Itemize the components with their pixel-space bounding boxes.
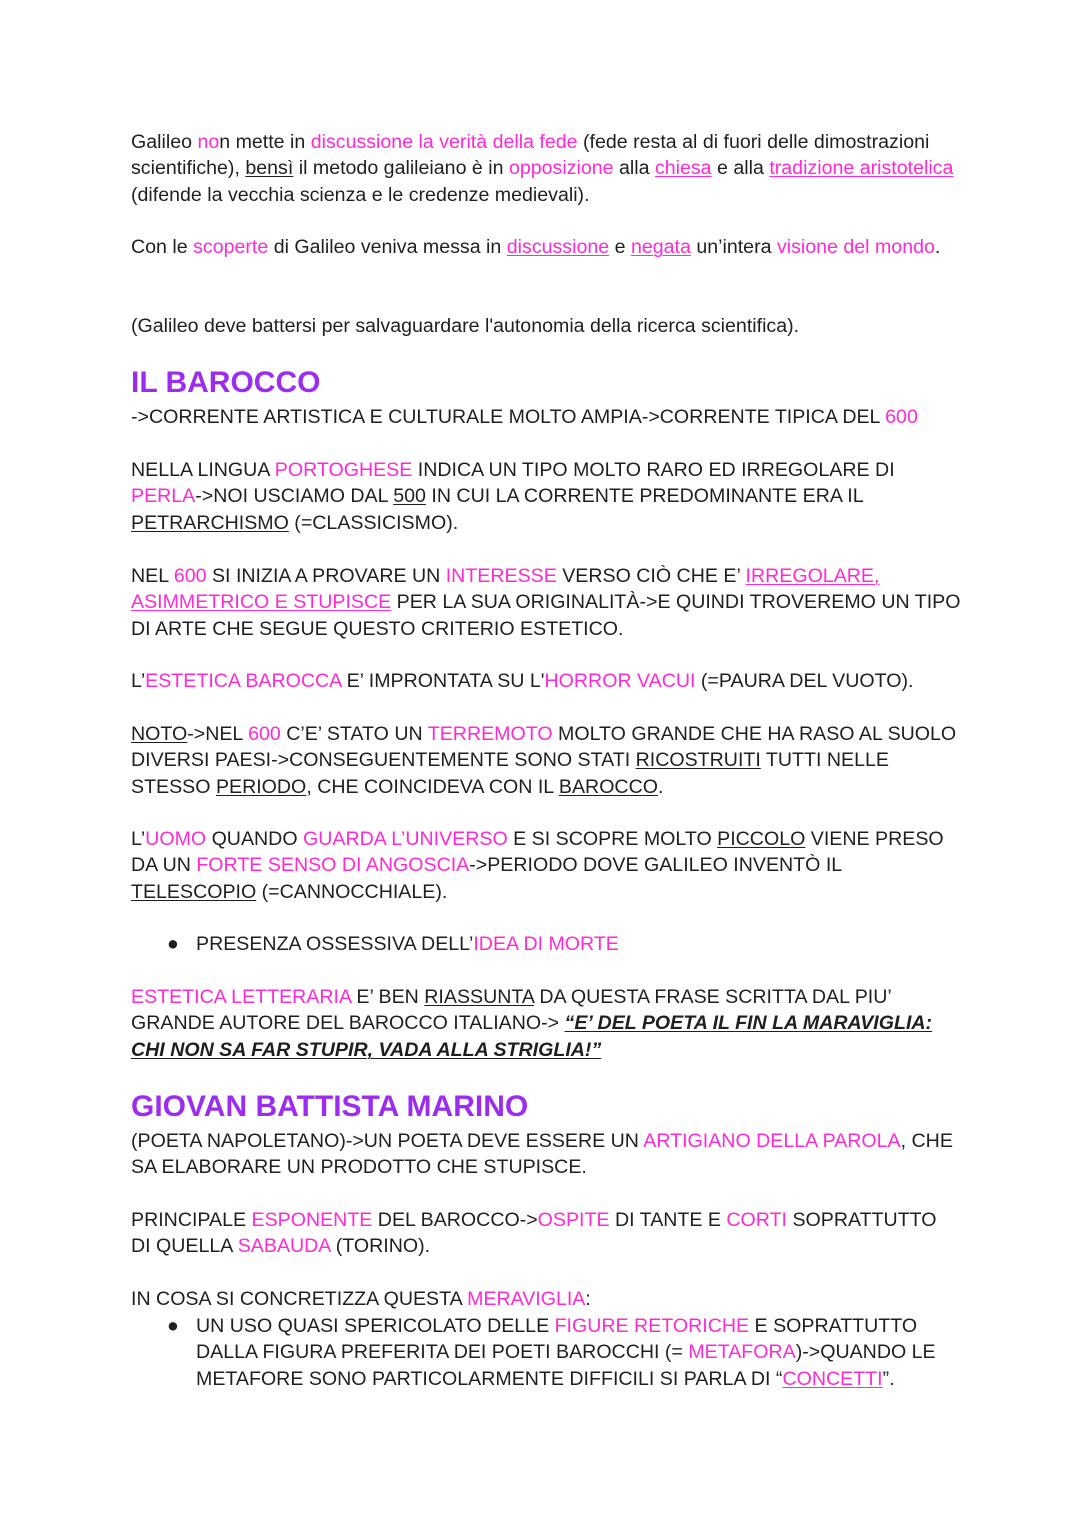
highlight: 600	[248, 723, 281, 745]
text: NEL	[131, 565, 174, 587]
text: (difende la vecchia scienza e le credenze medievali).	[131, 183, 590, 206]
text: un’intera	[690, 236, 777, 258]
text: , CHE SA ELABORARE UN PRODOTTO CHE STUPISCE.	[131, 1130, 953, 1179]
text: (=PAURA DEL VUOTO).	[695, 670, 914, 692]
highlight-underlined: chiesa	[654, 157, 712, 180]
paragraph-meraviglia	[131, 1286, 961, 1312]
highlight: opposizione	[508, 157, 614, 180]
list-item-figure-retoriche	[131, 1313, 961, 1392]
text: (=CANNOCCHIALE).	[256, 880, 448, 903]
underlined-text: PERIODO	[215, 775, 307, 798]
text: DEL BAROCCO->	[372, 1209, 538, 1231]
highlight: GUARDA L’UNIVERSO	[303, 828, 508, 850]
underlined-text: PETRARCHISMO	[131, 511, 289, 534]
text: ->PERIODO DOVE GALILEO INVENTÒ IL	[469, 854, 842, 877]
text: SI INIZIA A PROVARE UN	[206, 565, 446, 587]
bullet-icon: ●	[167, 933, 179, 955]
highlight: no	[197, 131, 220, 153]
text: VIENE PRESO DA UN	[131, 828, 944, 877]
text: n mette in	[219, 131, 311, 153]
highlight: FORTE SENSO DI ANGOSCIA	[196, 854, 470, 877]
text: (TORINO).	[330, 1235, 431, 1258]
paragraph-estetica-letteraria	[131, 984, 961, 1063]
paragraph-scoperte	[131, 234, 961, 260]
text: il metodo galileiano è in	[293, 157, 509, 180]
highlight: OSPITE	[537, 1209, 610, 1231]
highlight: SABAUDA	[237, 1235, 331, 1258]
paragraph-corrente	[131, 404, 961, 430]
paragraph-esponente	[131, 1207, 961, 1260]
text: DA QUESTA FRASE SCRITTA DAL PIU’ GRANDE AUTORE DEL BAROCCO ITALIANO->	[131, 986, 892, 1035]
highlight: HORROR VACUI	[544, 670, 696, 692]
paragraph-interesse	[131, 563, 961, 642]
highlight: scoperte	[193, 236, 269, 258]
paragraph-poeta	[131, 1128, 961, 1181]
highlight: PORTOGHESE	[274, 459, 413, 481]
highlight: visione del mondo	[776, 236, 935, 258]
highlight: INTERESSE	[445, 565, 557, 587]
text: MOLTO GRANDE CHE HA RASO AL SUOLO DIVERSI PAESI->CONSEGUENTEMENTE SONO STATI	[131, 723, 957, 772]
text: PRINCIPALE	[131, 1209, 252, 1231]
list-item-text	[196, 931, 961, 957]
paragraph-terremoto	[131, 721, 961, 800]
highlight: 600	[173, 565, 207, 587]
text: INDICA UN TIPO MOLTO RARO ED IRREGOLARE DI	[412, 459, 895, 481]
highlight: PERLA	[131, 485, 196, 508]
text: L’	[131, 670, 146, 692]
highlight: UOMO	[145, 828, 207, 850]
list-item-text	[196, 1313, 961, 1392]
text: E SOPRATTUTTO DALLA FIGURA PREFERITA DEI POETI BAROCCHI (=	[196, 1315, 918, 1364]
text: ->CORRENTE ARTISTICA E CULTURALE MOLTO AMPIA->CORRENTE TIPICA DEL	[131, 406, 886, 428]
text: NELLA LINGUA	[131, 459, 275, 481]
paragraph-perla	[131, 457, 961, 536]
highlight: FIGURE RETORICHE	[554, 1315, 750, 1337]
heading-barocco: IL BAROCCO	[131, 366, 321, 399]
text: IN CUI LA CORRENTE PREDOMINANTE ERA IL	[425, 485, 863, 508]
highlight: TERREMOTO	[427, 723, 553, 745]
underlined-text: BAROCCO	[558, 775, 658, 798]
text: :	[585, 1288, 591, 1310]
text: DI TANTE E	[609, 1209, 727, 1231]
highlight: 600	[885, 406, 918, 428]
highlight: METAFORA	[688, 1341, 796, 1364]
underlined-text: bensì	[245, 157, 294, 180]
highlight-underlined: tradizione aristotelica	[769, 157, 954, 180]
text: (Galileo deve battersi per salvaguardare l'autonomia della ricerca scientifica).	[131, 315, 800, 337]
text: C’E’ STATO UN	[280, 723, 428, 745]
underlined-text: 500	[393, 485, 426, 508]
highlight: CORTI	[726, 1209, 788, 1231]
text: , CHE COINCIDEVA CON IL	[306, 775, 559, 798]
text: IN COSA SI CONCRETIZZA QUESTA	[131, 1288, 468, 1310]
highlight: discussione la verità della fede	[310, 131, 578, 153]
text: TUTTI NELLE STESSO	[131, 749, 889, 798]
list-item-idea-morte	[131, 931, 961, 957]
text: Con le	[131, 236, 194, 258]
text: alla	[613, 157, 655, 180]
text: e	[609, 236, 631, 258]
highlight: ESTETICA LETTERARIA	[131, 986, 351, 1008]
highlight-underlined: discussione	[506, 236, 610, 258]
text: ”.	[882, 1367, 895, 1390]
text: L’	[131, 828, 146, 850]
underlined-text: PICCOLO	[717, 828, 806, 850]
text: (fede resta al di fuori delle dimostrazioni scientifiche),	[131, 131, 930, 180]
paragraph-estetica	[131, 668, 961, 694]
text: .	[934, 236, 941, 258]
text: E SI SCOPRE MOLTO	[507, 828, 718, 850]
underlined-text: RIASSUNTA	[424, 986, 534, 1008]
underlined-text: RICOSTRUITI	[635, 749, 761, 772]
text: UN USO QUASI SPERICOLATO DELLE	[196, 1315, 555, 1337]
text: (POETA NAPOLETANO)->UN POETA DEVE ESSERE UN	[131, 1130, 644, 1152]
text: .	[657, 775, 664, 798]
text: E’ IMPRONTATA SU L'	[341, 670, 545, 692]
quote-marino: “E’ DEL POETA IL FIN LA MARAVIGLIA: CHI NON SA FAR STUPIR, VADA ALLA STRIGLIA!”	[131, 1012, 933, 1061]
highlight: IDEA DI MORTE	[473, 933, 619, 955]
text: (=CLASSICISMO).	[288, 511, 459, 534]
highlight: ESPONENTE	[251, 1209, 373, 1231]
text: Galileo	[131, 131, 198, 153]
text: E’ BEN	[350, 986, 425, 1008]
text: )->QUANDO LE METAFORE SONO PARTICOLARMENTE DIFFICILI SI PARLA DI “	[196, 1341, 936, 1390]
bullet-icon: ●	[167, 1315, 179, 1337]
highlight-underlined: CONCETTI	[782, 1367, 883, 1390]
underlined-text: NOTO	[131, 723, 188, 745]
paragraph-autonomia	[131, 313, 961, 339]
text: PER LA SUA ORIGINALITÀ->E QUINDI TROVEREMO UN TIPO DI ARTE CHE SEGUE QUESTO CRITERIO ESTETICO.	[131, 591, 961, 640]
paragraph-galileo-fede	[131, 129, 961, 208]
text: e alla	[711, 157, 770, 180]
text: QUANDO	[206, 828, 304, 850]
paragraph-uomo	[131, 826, 961, 905]
highlight-underlined: negata	[630, 236, 691, 258]
text: PRESENZA OSSESSIVA DELL’	[196, 933, 474, 955]
highlight: MERAVIGLIA	[467, 1288, 586, 1310]
text: VERSO CIÒ CHE E’	[556, 565, 746, 587]
text: SOPRATTUTTO DI QUELLA	[131, 1209, 937, 1258]
text: di Galileo veniva messa in	[268, 236, 507, 258]
text: ->NEL	[187, 723, 249, 745]
highlight-underlined: IRREGOLARE, ASIMMETRICO E STUPISCE	[131, 565, 880, 614]
underlined-text: TELESCOPIO	[131, 880, 257, 903]
highlight: ARTIGIANO DELLA PAROLA	[643, 1130, 901, 1152]
heading-marino: GIOVAN BATTISTA MARINO	[131, 1090, 529, 1123]
text: ->NOI USCIAMO DAL	[195, 485, 394, 508]
highlight: ESTETICA BAROCCA	[145, 670, 342, 692]
